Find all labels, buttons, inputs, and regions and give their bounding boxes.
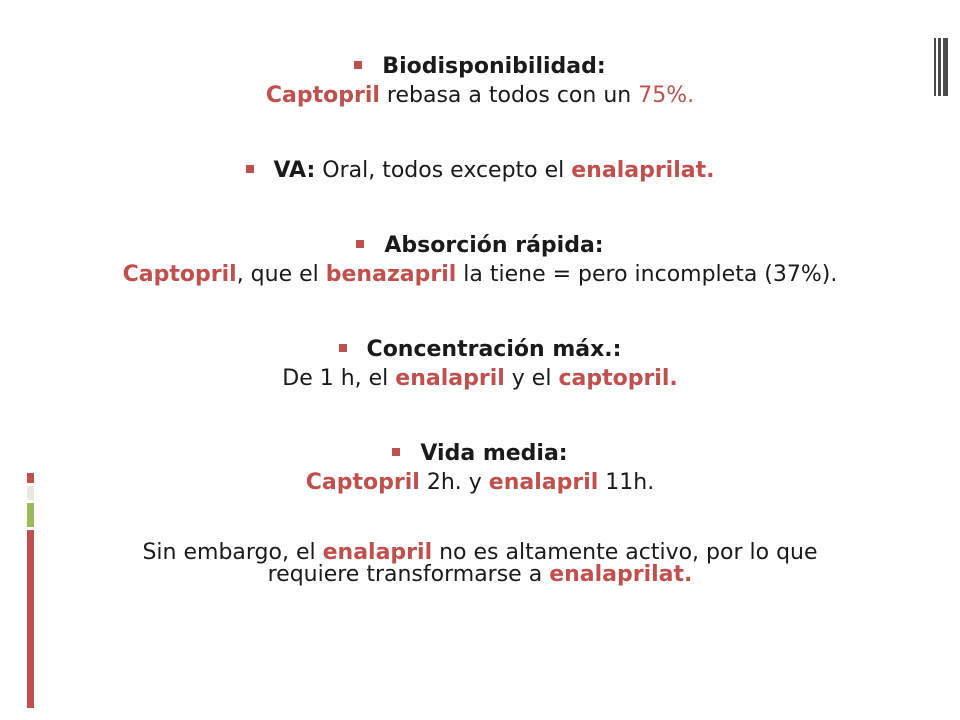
text-span: Sin embargo, el bbox=[142, 540, 323, 565]
drug-name: enalapril bbox=[322, 540, 433, 565]
drug-name: Captopril bbox=[265, 83, 380, 108]
text-span: Oral, todos excepto el bbox=[315, 158, 572, 183]
slide-content bbox=[60, 52, 900, 586]
drug-name: enalapril bbox=[488, 470, 599, 495]
bullet-label: Concentración máx.: bbox=[366, 337, 622, 362]
drug-name: enalapril bbox=[395, 366, 505, 391]
text-span: y el bbox=[504, 366, 559, 391]
bullet-concentracion bbox=[60, 335, 900, 364]
text-span: 11h. bbox=[598, 470, 655, 495]
text-span: De 1 h, el bbox=[282, 366, 396, 391]
note-line bbox=[60, 564, 900, 586]
text-span: la tiene = pero incompleta (37%). bbox=[456, 262, 838, 287]
bullet-text bbox=[60, 364, 900, 393]
highlight-value: 75%. bbox=[638, 83, 695, 108]
bullet-va bbox=[60, 156, 900, 185]
bullet-text bbox=[60, 468, 900, 497]
drug-name: Captopril bbox=[305, 470, 420, 495]
bullet-absorcion bbox=[60, 231, 900, 260]
bullet-icon bbox=[354, 61, 362, 69]
drug-name: Captopril bbox=[122, 262, 237, 287]
bullet-biodisponibilidad bbox=[60, 52, 900, 81]
note-line bbox=[60, 542, 900, 564]
bullet-icon bbox=[356, 240, 364, 248]
text-span: rebasa a todos con un bbox=[379, 83, 639, 108]
drug-name: enalaprilat. bbox=[549, 562, 693, 587]
bullet-label: VA: bbox=[273, 158, 316, 183]
bullet-label: Biodisponibilidad: bbox=[382, 54, 606, 79]
drug-name: captopril. bbox=[558, 366, 678, 391]
text-span: 2h. y bbox=[419, 470, 489, 495]
bullet-label: Absorción rápida: bbox=[384, 233, 604, 258]
corner-decoration bbox=[934, 38, 948, 96]
bullet-icon bbox=[246, 165, 254, 173]
bullet-label: Vida media: bbox=[420, 441, 568, 466]
bullet-vida-media bbox=[60, 439, 900, 468]
drug-name: benazapril bbox=[325, 262, 457, 287]
bullet-icon bbox=[339, 344, 347, 352]
text-span: requiere transformarse a bbox=[267, 562, 550, 587]
text-span: , que el bbox=[236, 262, 326, 287]
bullet-text bbox=[60, 81, 900, 110]
bullet-icon bbox=[392, 448, 400, 456]
drug-name: enalaprilat. bbox=[571, 158, 715, 183]
text-span: no es altamente activo, por lo que bbox=[432, 540, 818, 565]
bullet-text bbox=[60, 260, 900, 289]
